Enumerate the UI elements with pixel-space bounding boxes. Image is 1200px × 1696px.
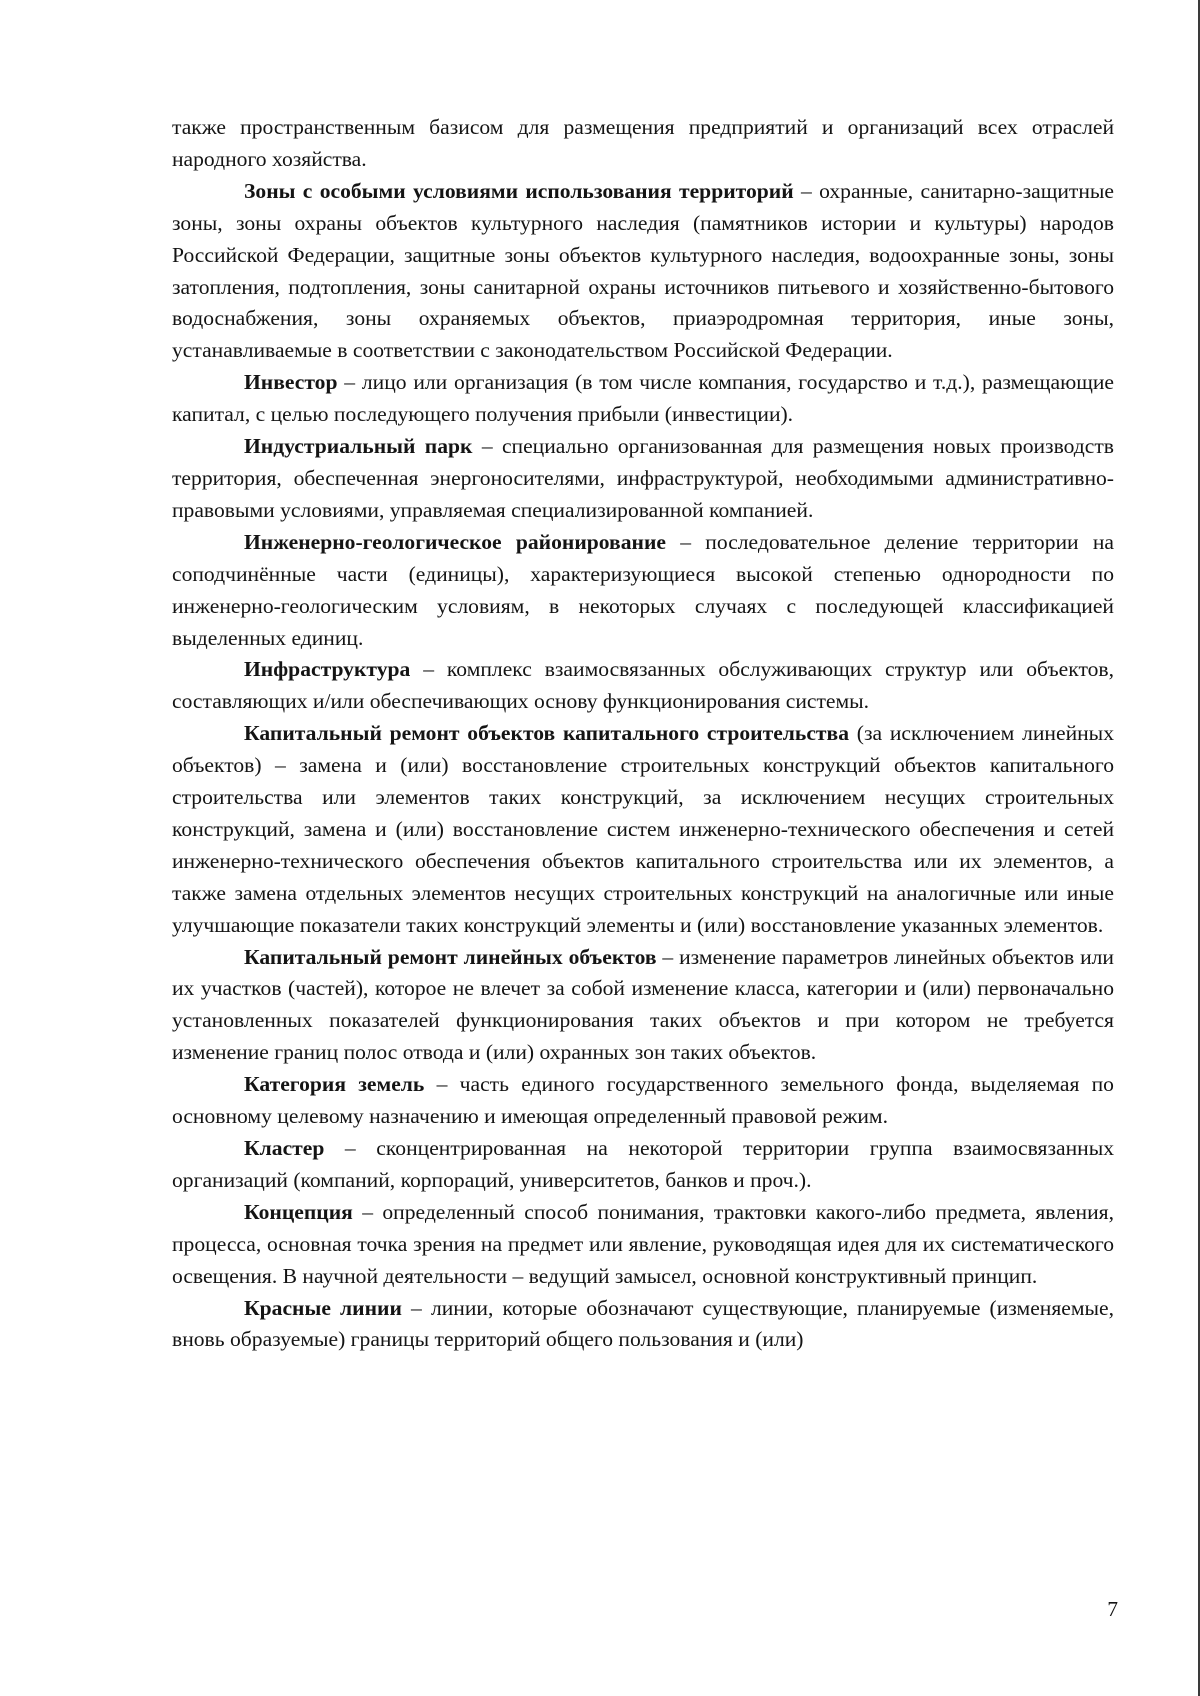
definition-text: – часть единого государственного земельного фонда, выделяемая по основному целевому назначению и имеющая определенный правовой режим.: [172, 1072, 1114, 1129]
definition-paragraph: [172, 654, 1114, 718]
definition-paragraph: [172, 527, 1114, 655]
definition-paragraph: [172, 1197, 1114, 1293]
definition-term: Категория земель: [244, 1072, 425, 1097]
definition-text: – линии, которые обозначают существующие, планируемые (изменяемые, вновь образуемые) границы территорий общего пользования и (или): [172, 1295, 1115, 1352]
definition-paragraph: [172, 431, 1114, 527]
definition-paragraph: [172, 942, 1114, 1070]
page-number: 7: [1107, 1597, 1118, 1621]
definition-term: Красные линии: [244, 1295, 402, 1320]
definition-paragraph: [172, 718, 1114, 941]
definition-term: Капитальный ремонт объектов капитального строительства: [244, 721, 849, 746]
definition-paragraph: [172, 1293, 1114, 1357]
definition-term: Индустриальный парк: [244, 434, 473, 459]
definition-paragraph: [172, 1133, 1114, 1197]
definition-text: (за исключением линейных объектов) – замена и (или) восстановление строительных конструкций объектов капитального строительства или элементов таких конструкций, за исключением несущих строительных конструкций, замена и (или) восстановление систем инженерно-технического обеспечения и сетей инженерно-технического обеспечения объектов капитального строительства или их элементов, а также замена отдельных элементов несущих строительных конструкций на аналогичные или иные улучшающие показатели таких конструкций элементы и (или) восстановление указанных элементов.: [172, 721, 1114, 937]
definition-text: – специально организованная для размещения новых производств территория, обеспеченная энергоносителями, инфраструктурой, необходимыми административно-правовыми условиями, управляемая специализированной компанией.: [172, 434, 1115, 522]
definition-text: – определенный способ понимания, трактовки какого-либо предмета, явления, процесса, основная точка зрения на предмет или явление, руководящая идея для их систематического освещения. В научной деятельности – ведущий замысел, основной конструктивный принцип.: [172, 1199, 1114, 1288]
definition-term: Инженерно-геологическое районирование: [244, 529, 666, 554]
definition-text: – последовательное деление территории на соподчинённые части (единицы), характеризующиеся высокой степенью однородности по инженерно-геологическим условиям, в некоторых случаях с последующей классификацией выделенных единиц.: [172, 529, 1115, 650]
definition-text: – охранные, санитарно-защитные зоны, зоны охраны объектов культурного наследия (памятников истории и культуры) народов Российской Федерации, защитные зоны объектов культурного наследия, водоохранные зоны, зоны затопления, подтопления, зоны санитарной охраны источников питьевого и хозяйственно-бытового водоснабжения, зоны охраняемых объектов, приаэродромная территория, иные зоны, устанавливаемые в соответствии с законодательством Российской Федерации.: [172, 178, 1114, 363]
definition-text: – комплекс взаимосвязанных обслуживающих структур или объектов, составляющих и/или обеспечивающих основу функционирования системы.: [172, 657, 1114, 714]
definition-term: Зоны с особыми условиями использования территорий: [244, 178, 794, 203]
definition-term: Инвестор: [244, 370, 338, 395]
definition-text: – сконцентрированная на некоторой территории группа взаимосвязанных организаций (компаний, корпораций, университетов, банков и проч.).: [172, 1136, 1114, 1192]
definition-term: Капитальный ремонт линейных объектов: [244, 944, 657, 969]
definition-text: – лицо или организация (в том числе компания, государство и т.д.), размещающие капитал, с целью последующего получения прибыли (инвестиции).: [172, 370, 1114, 427]
definition-term: Кластер: [244, 1136, 325, 1160]
definition-term: Концепция: [244, 1199, 353, 1224]
definition-text: – изменение параметров линейных объектов или их участков (частей), которое не влечет за собой изменение класса, категории и (или) первоначально установленных показателей функционирования таких объектов и при котором не требуется изменение границ полос отвода и (или) охранных зон таких объектов.: [172, 944, 1114, 1065]
definition-paragraph: [172, 1069, 1114, 1133]
intro-paragraph: также пространственным базисом для размещения предприятий и организаций всех отраслей народного хозяйства.: [172, 115, 1114, 171]
document-body: [172, 112, 1114, 1356]
definition-paragraph: [172, 367, 1114, 431]
definition-paragraph: [172, 176, 1114, 367]
definition-term: Инфраструктура: [244, 657, 411, 682]
